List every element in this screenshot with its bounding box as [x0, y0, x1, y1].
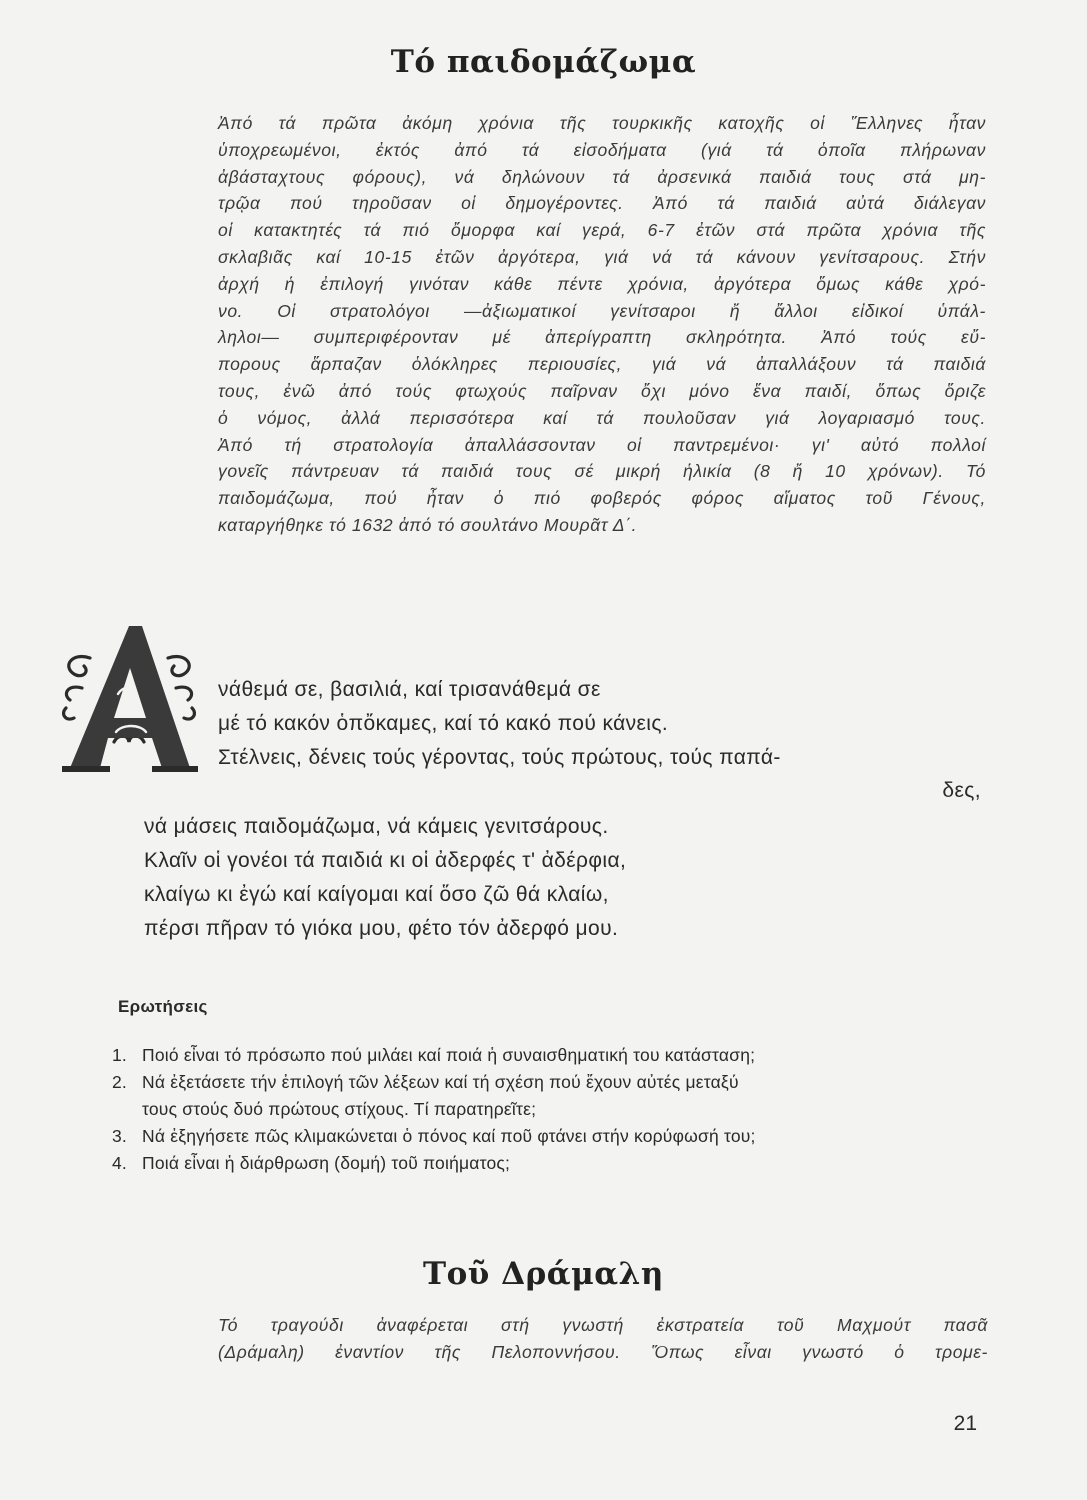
intro-line: Ἀπό τή στρατολογία ἀπαλλάσσονταν οἱ παντρεμένοι· γι' αὐτό πολλοί	[218, 434, 986, 455]
poem-line: νάθεμά σε, βασιλιά, καί τρισανάθεμά σε	[218, 678, 601, 701]
intro-line: οἱ κατακτητές τά πιό ὄμορφα καί γερά, 6-7 ἐτῶν στά πρῶτα χρόνια τῆς	[218, 220, 986, 241]
ornamental-dropcap-alpha-icon	[56, 622, 202, 774]
questions-heading: Ερωτήσεις	[118, 997, 208, 1016]
intro-line: γονεῖς πάντρευαν τά παιδιά τους σέ μικρή ἡλικία (8 ἤ 10 χρόνων). Τό	[218, 461, 986, 482]
intro-line: ἀρχή ἡ ἐπιλογή γινόταν κάθε πέντε χρόνια, ἀργότερα ὅμως κάθε χρό-	[218, 273, 986, 294]
question-text: Ποιά εἶναι ἡ διάρθρωση (δομή) τοῦ ποιήματος;	[142, 1153, 511, 1173]
intro-line: παιδομάζωμα, πού ἦταν ὁ πιό φοβερός φόρος αἵματος τοῦ Γένους,	[218, 488, 986, 509]
section-title-dramali: Τοῦ Δράμαλη	[423, 1256, 664, 1292]
question-number: 2.	[112, 1072, 127, 1092]
question-item	[112, 1042, 992, 1069]
poem-line: μέ τό κακόν ὁπὄκαμες, καί τό κακό πού κάνεις.	[218, 712, 669, 735]
intro-line: καταργήθηκε τό 1632 ἀπό τό σουλτάνο Μουρᾶτ Δ΄.	[218, 514, 638, 535]
question-text: Νά ἐξηγήσετε πῶς κλιμακώνεται ὁ πόνος καί ποῦ φτάνει στήν κορύφωσή του;	[142, 1126, 756, 1146]
question-text: Νά ἐξετάσετε τήν ἐπιλογή τῶν λέξεων καί τή σχέση πού ἔχουν αὐτές μεταξύ	[142, 1072, 739, 1092]
question-item	[112, 1069, 992, 1123]
intro-line: σκλαβιᾶς καί 10-15 ἐτῶν ἀργότερα, γιά νά τά κάνουν γενίτσαρους. Στήν	[218, 246, 986, 267]
poem-line: Κλαῖν οἱ γονέοι τά παιδιά κι οἱ ἀδερφές τ' ἀδέρφια,	[144, 849, 627, 872]
question-number: 4.	[112, 1153, 127, 1173]
intro-line: πορους ἅρπαζαν ὁλόκληρες περιουσίες, γιά νά ἀπαλλάξουν τά παιδιά	[218, 354, 986, 375]
question-text: τους στούς δυό πρώτους στίχους. Τί παρατηρεῖτε;	[142, 1099, 537, 1119]
intro-line: ἀβάσταχτους φόρους), νά δηλώνουν τά ἀρσενικά παιδιά τους στά μη-	[218, 166, 986, 187]
intro-line: τρῷα πού τηροῦσαν οἱ δημογέροντες. Ἀπό τά παιδιά αὐτά διάλεγαν	[218, 193, 986, 214]
poem-line-continuation: δες,	[942, 779, 981, 802]
question-item	[112, 1150, 992, 1177]
intro-line: νο. Οἱ στρατολόγοι —ἀξιωματικοί γενίτσαροι ἤ ἄλλοι εἰδικοί ὑπάλ-	[218, 300, 986, 321]
intro-line: ὁ νόμος, ἀλλά περισσότερα καί τά πουλοῦσαν γιά λογαριασμό τους.	[218, 407, 986, 428]
intro-line: (Δράμαλη) ἐναντίον τῆς Πελοποννήσου. Ὅπως εἶναι γνωστό ὁ τρομε-	[218, 1341, 988, 1362]
section-title-paidomazoma: Τό παιδομάζωμα	[390, 44, 697, 80]
poem-line: νά μάσεις παιδομάζωμα, νά κάμεις γενιτσάρους.	[144, 815, 609, 838]
poem-line: κλαίγω κι ἐγώ καί καίγομαι καί ὅσο ζῶ θά κλαίω,	[144, 883, 609, 906]
poem-line: πέρσι πῆραν τό γιόκα μου, φέτο τόν ἀδερφό μου.	[144, 917, 619, 940]
question-number: 3.	[112, 1126, 127, 1146]
intro-line: ληλοι— συμπεριφέρονταν μέ ἀπερίγραπτη σκληρότητα. Ἀπό τούς εὔ-	[218, 327, 986, 348]
intro-line: Ἀπό τά πρῶτα ἀκόμη χρόνια τῆς τουρκικῆς κατοχῆς οἱ Ἕλληνες ἦταν	[218, 113, 986, 133]
intro-line: ὑποχρεωμένοι, ἐκτός ἀπό τά εἰσοδήματα (γιά τά ὁποῖα πλήρωναν	[218, 139, 986, 160]
page-number: 21	[953, 1412, 977, 1435]
question-number: 1.	[112, 1045, 127, 1065]
poem-line: Στέλνεις, δένεις τούς γέροντας, τούς πρώτους, τούς παπά-	[218, 746, 781, 769]
questions-list	[112, 1042, 992, 1177]
question-text: Ποιό εἶναι τό πρόσωπο πού μιλάει καί ποιά ἡ συναισθηματική του κατάσταση;	[142, 1045, 756, 1065]
poem-stanza-bottom	[144, 810, 626, 946]
intro-paragraph	[218, 110, 986, 539]
intro-paragraph-dramali	[218, 1312, 988, 1366]
intro-line: τους, ἐνῶ ἀπό τούς φτωχούς παῖρναν ὄχι μόνο ἕνα παιδί, ὅπως ὅριζε	[218, 380, 986, 401]
question-item	[112, 1123, 992, 1150]
intro-line: Τό τραγούδι ἀναφέρεται στή γνωστή ἐκστρατεία τοῦ Μαχμούτ πασᾶ	[218, 1315, 988, 1335]
poem-stanza-top	[218, 673, 781, 775]
